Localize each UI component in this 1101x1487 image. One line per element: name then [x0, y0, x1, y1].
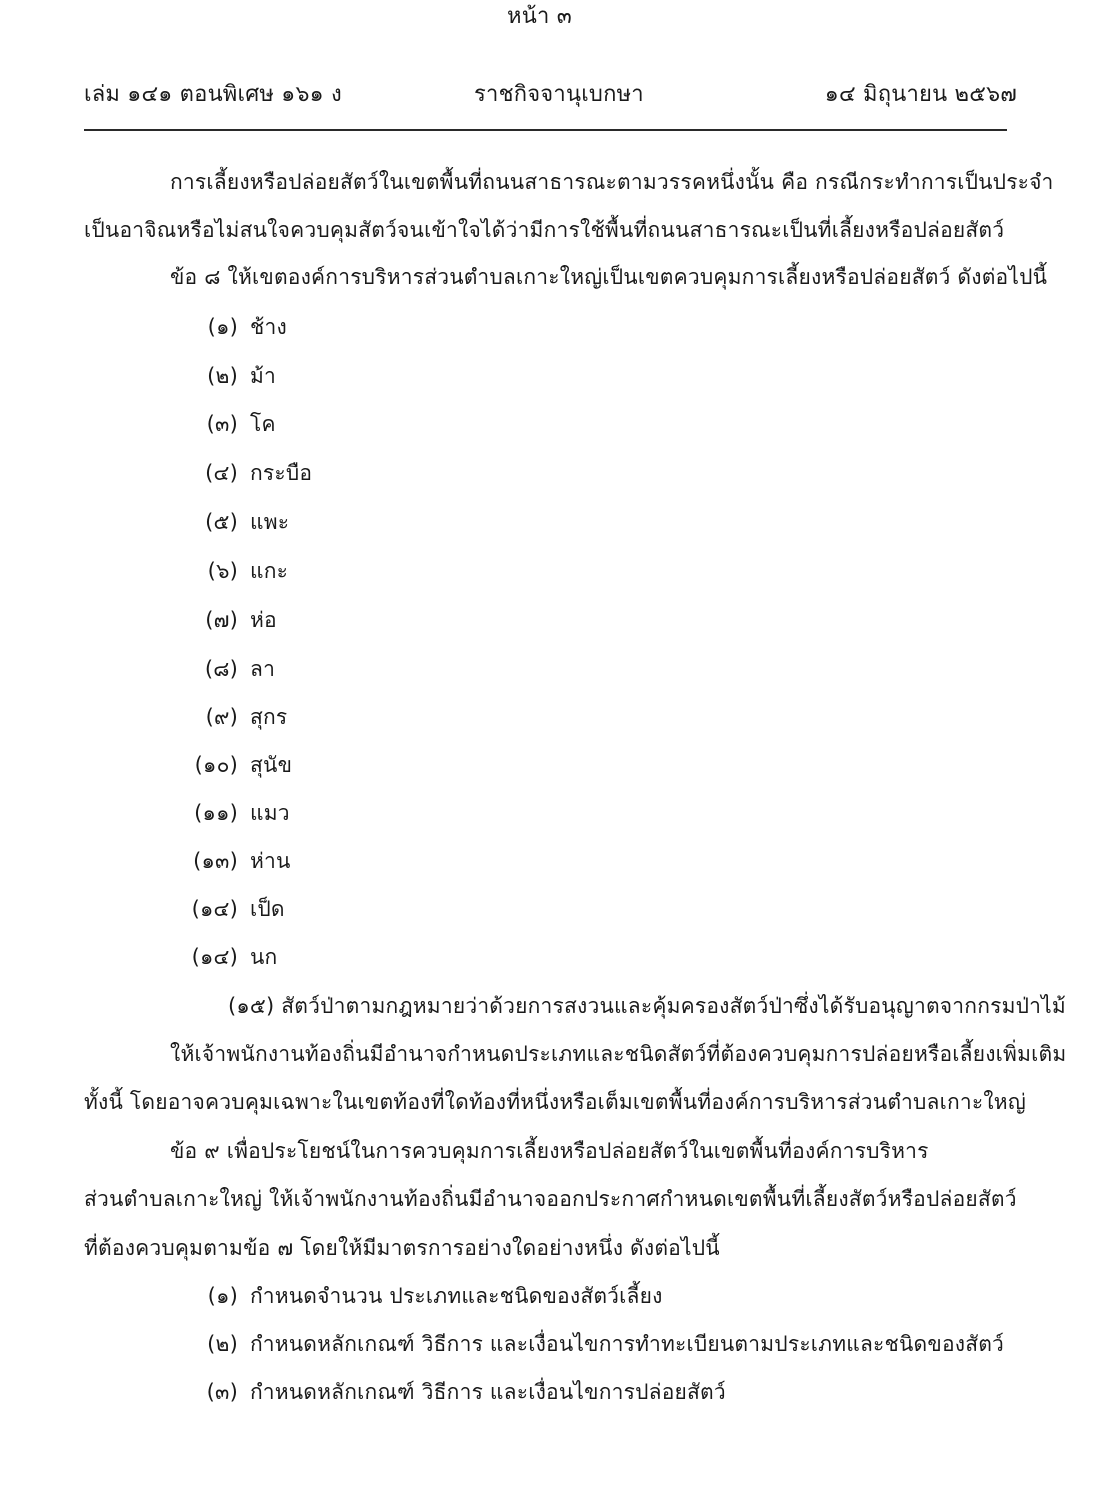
animal-name: เป็ด	[250, 897, 285, 921]
measure-text: กำหนดหลักเกณฑ์ วิธีการ และเงื่อนไขการปล่อยสัตว์	[250, 1380, 726, 1404]
animal-name: ช้าง	[250, 315, 287, 339]
animal-item: (๑) ช้าง	[207, 315, 287, 339]
animal-item: (๑๑) แมว	[194, 801, 290, 825]
animal-item: (๓) โค	[206, 412, 276, 436]
measure-text: กำหนดจำนวน ประเภทและชนิดของสัตว์เลี้ยง	[250, 1284, 663, 1308]
animal-name: แพะ	[250, 510, 290, 534]
animal-item: (๑๐) สุนัข	[194, 753, 293, 777]
animal-name: ม้า	[250, 364, 277, 388]
publication-title: ราชกิจจานุเบกษา	[474, 82, 644, 107]
animal-name: กระบือ	[250, 461, 313, 485]
measure-item: (๓) กำหนดหลักเกณฑ์ วิธีการ และเงื่อนไขการปล่อยสัตว์	[206, 1380, 726, 1404]
officer-authority-line-1: ให้เจ้าพนักงานท้องถิ่นมีอำนาจกำหนดประเภทและชนิดสัตว์ที่ต้องควบคุมการปล่อยหรือเลี้ยงเพิ่มเติม	[170, 1042, 1067, 1066]
officer-authority-line-2: ทั้งนี้ โดยอาจควบคุมเฉพาะในเขตท้องที่ใดท้องที่หนึ่งหรือเต็มเขตพื้นที่องค์การบริหารส่วนตำบลเกาะใหญ่	[84, 1090, 1026, 1114]
clause-9-line-2: ส่วนตำบลเกาะใหญ่ ให้เจ้าพนักงานท้องถิ่นมีอำนาจออกประกาศกำหนดเขตพื้นที่เลี้ยงสัตว์หรือปล่อยสัตว์	[84, 1187, 1017, 1211]
measure-item: (๑) กำหนดจำนวน ประเภทและชนิดของสัตว์เลี้ยง	[207, 1284, 663, 1308]
animal-name: ลา	[250, 657, 276, 681]
clause-9-line-3: ที่ต้องควบคุมตามข้อ ๗ โดยให้มีมาตรการอย่างใดอย่างหนึ่ง ดังต่อไปนี้	[84, 1236, 720, 1260]
animal-item: (๗) ห่อ	[205, 608, 277, 632]
animal-name: สุกร	[250, 705, 288, 729]
animal-item: (๑๔) เป็ด	[191, 897, 285, 921]
animal-item: (๑๔) นก	[191, 945, 278, 969]
animal-item: (๔) กระบือ	[205, 461, 313, 485]
animal-item: (๖) แกะ	[207, 559, 289, 583]
animal-item: (๕) แพะ	[205, 510, 290, 534]
animal-name: นก	[250, 945, 278, 969]
item-15-wildlife: (๑๕) สัตว์ป่าตามกฎหมายว่าด้วยการสงวนและคุ้มครองสัตว์ป่าซึ่งได้รับอนุญาตจากกรมป่าไม้	[228, 994, 1066, 1018]
animal-name: สุนัข	[250, 753, 293, 777]
animal-name: แมว	[250, 801, 290, 825]
gazette-header	[84, 80, 1017, 114]
animal-item: (๙) สุกร	[205, 705, 288, 729]
animal-name: ห่อ	[250, 608, 277, 632]
clause-8: ข้อ ๘ ให้เขตองค์การบริหารส่วนตำบลเกาะใหญ่เป็นเขตควบคุมการเลี้ยงหรือปล่อยสัตว์ ดังต่อไปนี้	[170, 265, 1048, 289]
animal-item: (๒) ม้า	[207, 364, 277, 388]
measure-text: กำหนดหลักเกณฑ์ วิธีการ และเงื่อนไขการทำทะเบียนตามประเภทและชนิดของสัตว์	[250, 1332, 1005, 1356]
header-divider	[84, 129, 1007, 131]
intro-paragraph-line-2: เป็นอาจิณหรือไม่สนใจควบคุมสัตว์จนเข้าใจได้ว่ามีการใช้พื้นที่ถนนสาธารณะเป็นที่เลี้ยงหรือปล่อยสัตว์	[84, 218, 1005, 242]
animal-item: (๘) ลา	[204, 657, 276, 681]
animal-name: โค	[250, 412, 276, 436]
page-number: หน้า ๓	[507, 4, 572, 29]
volume-issue: เล่ม ๑๔๑ ตอนพิเศษ ๑๖๑ ง	[84, 82, 342, 107]
measure-item: (๒) กำหนดหลักเกณฑ์ วิธีการ และเงื่อนไขการทำทะเบียนตามประเภทและชนิดของสัตว์	[207, 1332, 1005, 1356]
publication-date: ๑๔ มิถุนายน ๒๕๖๗	[824, 82, 1017, 107]
animal-item: (๑๓) ห่าน	[193, 849, 291, 873]
intro-paragraph-line-1: การเลี้ยงหรือปล่อยสัตว์ในเขตพื้นที่ถนนสาธารณะตามวรรคหนึ่งนั้น คือ กรณีกระทำการเป็นประจำ	[170, 170, 1054, 194]
animal-name: แกะ	[250, 559, 289, 583]
clause-9-line-1: ข้อ ๙ เพื่อประโยชน์ในการควบคุมการเลี้ยงหรือปล่อยสัตว์ในเขตพื้นที่องค์การบริหาร	[170, 1139, 929, 1163]
animal-name: ห่าน	[250, 849, 291, 873]
